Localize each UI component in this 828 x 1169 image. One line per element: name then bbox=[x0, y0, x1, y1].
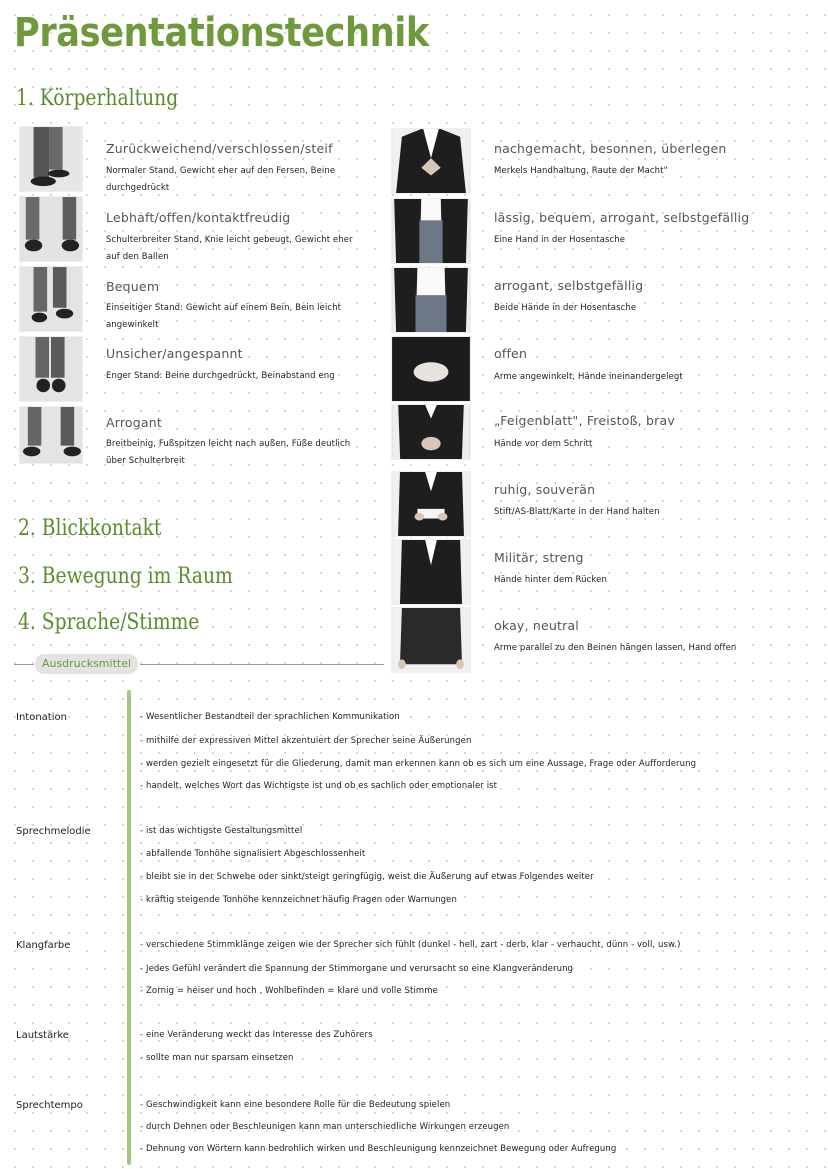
posture-photo-legs bbox=[19, 266, 83, 332]
list-item: - Wesentlicher Bestandteil der sprachlichen Kommunikation bbox=[140, 712, 400, 722]
section-heading-bewegung: 3. Bewegung im Raum bbox=[18, 564, 233, 589]
posture-heading: Zurückweichend/verschlossen/steif bbox=[106, 141, 333, 156]
posture-photo-torso bbox=[391, 471, 471, 537]
list-item: - mithilfe der expressiven Mittel akzentuiert der Sprecher seine Äußerungen bbox=[140, 736, 471, 746]
list-item: - sollte man nur sparsam einsetzen bbox=[140, 1053, 294, 1063]
posture-description: Eine Hand in der Hosentasche bbox=[494, 235, 626, 245]
list-item: - Zornig = heiser und hoch , Wohlbefinden = klare und volle Stimme bbox=[140, 986, 438, 996]
ausdrucksmittel-badge: Ausdrucksmittel bbox=[35, 654, 138, 674]
posture-description: Einseitiger Stand: Gewicht auf einem Bein, Bein leicht angewinkelt bbox=[106, 303, 342, 330]
posture-heading: „Feigenblatt", Freistoß, brav bbox=[494, 413, 675, 428]
row-label-sprechmelodie: Sprechmelodie bbox=[16, 826, 91, 837]
posture-photo-torso bbox=[391, 267, 471, 333]
list-item: - durch Dehnen oder Beschleunigen kann man unterschiedliche Wirkungen erzeugen bbox=[140, 1122, 509, 1132]
list-item: - Geschwindigkeit kann eine besondere Rolle für die Bedeutung spielen bbox=[140, 1100, 450, 1110]
posture-photo-torso bbox=[391, 198, 471, 264]
list-item: - eine Veränderung weckt das Interesse des Zuhörers bbox=[140, 1030, 373, 1040]
posture-heading: arrogant, selbstgefällig bbox=[494, 278, 644, 293]
posture-description: Merkels Handhaltung, Raute der Macht" bbox=[494, 166, 668, 176]
posture-description: Beide Hände in der Hosentasche bbox=[494, 303, 637, 313]
posture-description: Hände vor dem Schritt bbox=[494, 439, 593, 449]
posture-description: Enger Stand: Beine durchgedrückt, Beinabstand eng bbox=[106, 371, 335, 381]
posture-photo-torso bbox=[391, 128, 471, 194]
list-item: - werden gezielt eingesetzt für die Gliederung, damit man erkennen kann ob es sich um eine Aussage, Frage oder Aufforderung bbox=[140, 759, 696, 769]
section-heading-koerperhaltung: 1. Körperhaltung bbox=[16, 86, 179, 111]
list-item: - handelt, welches Wort das Wichtigste ist und ob es sachlich oder emotionaler ist bbox=[140, 781, 497, 791]
posture-photo-legs bbox=[19, 196, 83, 262]
posture-description: Hände hinter dem Rücken bbox=[494, 575, 607, 585]
page-title: Präsentationstechnik bbox=[14, 10, 429, 56]
posture-description: Normaler Stand, Gewicht eher auf den Fersen, Beine durchgedrückt bbox=[106, 166, 336, 193]
list-item: - bleibt sie in der Schwebe oder sinkt/steigt geringfügig, weist die Äußerung auf etwas Folgendes weiter bbox=[140, 872, 594, 882]
list-item: - abfallende Tonhöhe signalisiert Abgeschlossenheit bbox=[140, 849, 365, 859]
list-item: - kräftig steigende Tonhöhe kennzeichnet häufig Fragen oder Warnungen bbox=[140, 895, 457, 905]
section-heading-blickkontakt: 2. Blickkontakt bbox=[18, 516, 162, 541]
row-label-klangfarbe: Klangfarbe bbox=[16, 940, 71, 951]
posture-description: Stift/AS-Blatt/Karte in der Hand halten bbox=[494, 507, 660, 517]
posture-heading: offen bbox=[494, 346, 528, 361]
posture-photo-legs bbox=[19, 336, 83, 402]
posture-heading: Unsicher/angespannt bbox=[106, 346, 243, 361]
posture-heading: Arrogant bbox=[106, 415, 163, 430]
posture-heading: okay, neutral bbox=[494, 618, 579, 633]
row-label-sprechtempo: Sprechtempo bbox=[16, 1100, 83, 1111]
posture-description: Schulterbreiter Stand, Knie leicht gebeugt, Gewicht eher auf den Ballen bbox=[106, 235, 353, 262]
section-heading-sprache: 4. Sprache/Stimme bbox=[18, 610, 200, 635]
posture-photo-torso bbox=[391, 607, 471, 673]
posture-heading: Militär, streng bbox=[494, 550, 584, 565]
posture-photo-torso bbox=[391, 404, 471, 460]
posture-photo-legs bbox=[19, 406, 83, 464]
posture-photo-torso bbox=[391, 336, 471, 402]
list-item: - ist das wichtigste Gestaltungsmittel bbox=[140, 826, 302, 836]
posture-heading: nachgemacht, besonnen, überlegen bbox=[494, 141, 727, 156]
posture-heading: Lebhaft/offen/kontaktfreudig bbox=[106, 210, 291, 225]
list-item: - Dehnung von Wörtern kann bedrohlich wirken und Beschleunigung kennzeichnet Bewegung oder Aufregung bbox=[140, 1144, 616, 1154]
posture-photo-legs bbox=[19, 126, 83, 192]
posture-description: Arme angewinkelt, Hände ineinandergelegt bbox=[494, 372, 683, 382]
posture-photo-torso bbox=[391, 539, 471, 605]
posture-heading: ruhig, souverän bbox=[494, 482, 596, 497]
posture-heading: Bequem bbox=[106, 279, 160, 294]
row-label-lautstaerke: Lautstärke bbox=[16, 1030, 69, 1041]
list-item: - verschiedene Stimmklänge zeigen wie der Sprecher sich fühlt (dunkel - hell, zart - derb, klar - verhaucht, dünn - voll, usw.) bbox=[140, 940, 681, 950]
posture-heading: lässig, bequem, arrogant, selbstgefällig bbox=[494, 210, 750, 225]
separator-line bbox=[140, 664, 384, 665]
separator-line bbox=[14, 664, 34, 665]
posture-description: Breitbeinig, Fußspitzen leicht nach außen, Füße deutlich über Schulterbreit bbox=[106, 439, 351, 466]
list-item: - Jedes Gefühl verändert die Spannung der Stimmorgane und verursacht so eine Klangveränderung bbox=[140, 964, 573, 974]
column-divider bbox=[127, 690, 131, 1165]
row-label-intonation: Intonation bbox=[16, 712, 67, 723]
posture-description: Arme parallel zu den Beinen hängen lassen, Hand offen bbox=[494, 643, 737, 653]
